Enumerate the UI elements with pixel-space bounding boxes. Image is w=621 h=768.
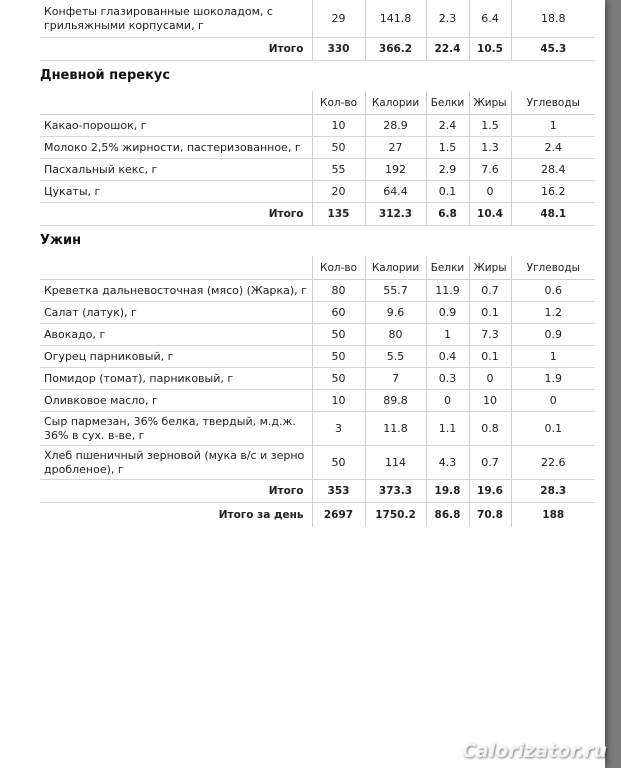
carbs-cell: 22.6: [511, 446, 595, 480]
header-protein: Белки: [426, 256, 469, 280]
section-title-snack: Дневной перекус: [40, 68, 171, 83]
protein-cell: 2.3: [426, 0, 469, 38]
protein-cell: 0: [426, 390, 469, 412]
table-row: [40, 159, 595, 181]
table-row: [40, 0, 595, 38]
calories-cell: 89.8: [365, 390, 426, 412]
qty-cell: 10: [312, 390, 365, 412]
table-header: [40, 256, 595, 280]
total-protein: 22.4: [426, 38, 469, 61]
table-row: [40, 181, 595, 203]
carbs-cell: 1.2: [511, 302, 595, 324]
total-qty: 353: [312, 480, 365, 503]
table-row: [40, 302, 595, 324]
food-name: Хлеб пшеничный зерновой (мука в/с и зерно дробленое), г: [40, 446, 312, 480]
grand-total-fat: 70.8: [469, 503, 511, 528]
fat-cell: 10: [469, 390, 511, 412]
total-protein: 6.8: [426, 203, 469, 226]
protein-cell: 0.4: [426, 346, 469, 368]
table-row: [40, 137, 595, 159]
calories-cell: 141.8: [365, 0, 426, 38]
protein-cell: 1.1: [426, 412, 469, 446]
table-row: [40, 324, 595, 346]
header-fat: Жиры: [469, 91, 511, 115]
carbs-cell: 18.8: [511, 0, 595, 38]
carbs-cell: 1.9: [511, 368, 595, 390]
table-header: [40, 91, 595, 115]
section-title-dinner: Ужин: [40, 233, 82, 248]
carbs-cell: 16.2: [511, 181, 595, 203]
food-name: Пасхальный кекс, г: [40, 159, 312, 181]
qty-cell: 10: [312, 115, 365, 137]
header-protein: Белки: [426, 91, 469, 115]
total-calories: 312.3: [365, 203, 426, 226]
protein-cell: 1.5: [426, 137, 469, 159]
protein-cell: 11.9: [426, 280, 469, 302]
fat-cell: 0.7: [469, 446, 511, 480]
grand-total-protein: 86.8: [426, 503, 469, 528]
header-qty: Кол-во: [312, 256, 365, 280]
food-name: Огурец парниковый, г: [40, 346, 312, 368]
total-calories: 373.3: [365, 480, 426, 503]
header-carbs: Углеводы: [511, 91, 595, 115]
qty-cell: 50: [312, 446, 365, 480]
qty-cell: 20: [312, 181, 365, 203]
total-protein: 19.8: [426, 480, 469, 503]
carbs-cell: 1: [511, 346, 595, 368]
calories-cell: 114: [365, 446, 426, 480]
total-label: Итого: [40, 480, 312, 503]
header-carbs: Углеводы: [511, 256, 595, 280]
food-name: Молоко 2,5% жирности, пастеризованное, г: [40, 137, 312, 159]
qty-cell: 29: [312, 0, 365, 38]
table-row: [40, 368, 595, 390]
total-carbs: 48.1: [511, 203, 595, 226]
food-name: Салат (латук), г: [40, 302, 312, 324]
calories-cell: 55.7: [365, 280, 426, 302]
header-fat: Жиры: [469, 256, 511, 280]
protein-cell: 4.3: [426, 446, 469, 480]
protein-cell: 2.9: [426, 159, 469, 181]
calories-cell: 11.8: [365, 412, 426, 446]
prev-section-table: [40, 0, 595, 61]
fat-cell: 7.6: [469, 159, 511, 181]
fat-cell: 0: [469, 181, 511, 203]
table-row: [40, 412, 595, 446]
qty-cell: 50: [312, 368, 365, 390]
calories-cell: 7: [365, 368, 426, 390]
header-calories: Калории: [365, 256, 426, 280]
total-fat: 10.4: [469, 203, 511, 226]
food-name: Оливковое масло, г: [40, 390, 312, 412]
food-name: Креветка дальневосточная (мясо) (Жарка), г: [40, 280, 312, 302]
header-qty: Кол-во: [312, 91, 365, 115]
fat-cell: 0.1: [469, 302, 511, 324]
calories-cell: 27: [365, 137, 426, 159]
table-row: [40, 390, 595, 412]
grand-total-qty: 2697: [312, 503, 365, 528]
snack-table: [40, 91, 595, 226]
qty-cell: 55: [312, 159, 365, 181]
header-calories: Калории: [365, 91, 426, 115]
protein-cell: 0.3: [426, 368, 469, 390]
qty-cell: 50: [312, 346, 365, 368]
carbs-cell: 0.9: [511, 324, 595, 346]
food-name: Цукаты, г: [40, 181, 312, 203]
food-name: Сыр пармезан, 36% белка, твердый, м.д.ж. 36% в сух. в-ве, г: [40, 412, 312, 446]
qty-cell: 3: [312, 412, 365, 446]
qty-cell: 80: [312, 280, 365, 302]
fat-cell: 1.3: [469, 137, 511, 159]
total-row: [40, 203, 595, 226]
grand-total-carbs: 188: [511, 503, 595, 528]
carbs-cell: 2.4: [511, 137, 595, 159]
qty-cell: 50: [312, 137, 365, 159]
calories-cell: 9.6: [365, 302, 426, 324]
total-fat: 19.6: [469, 480, 511, 503]
total-qty: 330: [312, 38, 365, 61]
grand-total-row: [40, 503, 595, 528]
carbs-cell: 0.6: [511, 280, 595, 302]
table-row: [40, 280, 595, 302]
grand-total-calories: 1750.2: [365, 503, 426, 528]
protein-cell: 1: [426, 324, 469, 346]
fat-cell: 0.1: [469, 346, 511, 368]
dinner-table: [40, 256, 595, 527]
fat-cell: 0.7: [469, 280, 511, 302]
table-row: [40, 446, 595, 480]
calories-cell: 80: [365, 324, 426, 346]
header-empty: [40, 91, 312, 115]
calories-cell: 64.4: [365, 181, 426, 203]
food-name: Конфеты глазированные шоколадом, с грильяжными корпусами, г: [40, 0, 312, 38]
fat-cell: 7.3: [469, 324, 511, 346]
fat-cell: 6.4: [469, 0, 511, 38]
total-label: Итого: [40, 203, 312, 226]
calories-cell: 5.5: [365, 346, 426, 368]
qty-cell: 60: [312, 302, 365, 324]
total-qty: 135: [312, 203, 365, 226]
total-row: [40, 480, 595, 503]
total-label: Итого: [40, 38, 312, 61]
calories-cell: 28.9: [365, 115, 426, 137]
total-carbs: 45.3: [511, 38, 595, 61]
food-name: Какао-порошок, г: [40, 115, 312, 137]
food-name: Помидор (томат), парниковый, г: [40, 368, 312, 390]
meal-tables: [40, 0, 595, 527]
carbs-cell: 0.1: [511, 412, 595, 446]
total-carbs: 28.3: [511, 480, 595, 503]
header-empty: [40, 256, 312, 280]
fat-cell: 0: [469, 368, 511, 390]
protein-cell: 0.9: [426, 302, 469, 324]
grand-total-label: Итого за день: [40, 503, 312, 528]
total-calories: 366.2: [365, 38, 426, 61]
qty-cell: 50: [312, 324, 365, 346]
food-name: Авокадо, г: [40, 324, 312, 346]
watermark: Calorizator.ru: [461, 740, 607, 762]
table-row: [40, 346, 595, 368]
protein-cell: 0.1: [426, 181, 469, 203]
total-fat: 10.5: [469, 38, 511, 61]
carbs-cell: 0: [511, 390, 595, 412]
calories-cell: 192: [365, 159, 426, 181]
fat-cell: 1.5: [469, 115, 511, 137]
fat-cell: 0.8: [469, 412, 511, 446]
carbs-cell: 1: [511, 115, 595, 137]
table-row: [40, 115, 595, 137]
carbs-cell: 28.4: [511, 159, 595, 181]
total-row: [40, 38, 595, 61]
protein-cell: 2.4: [426, 115, 469, 137]
